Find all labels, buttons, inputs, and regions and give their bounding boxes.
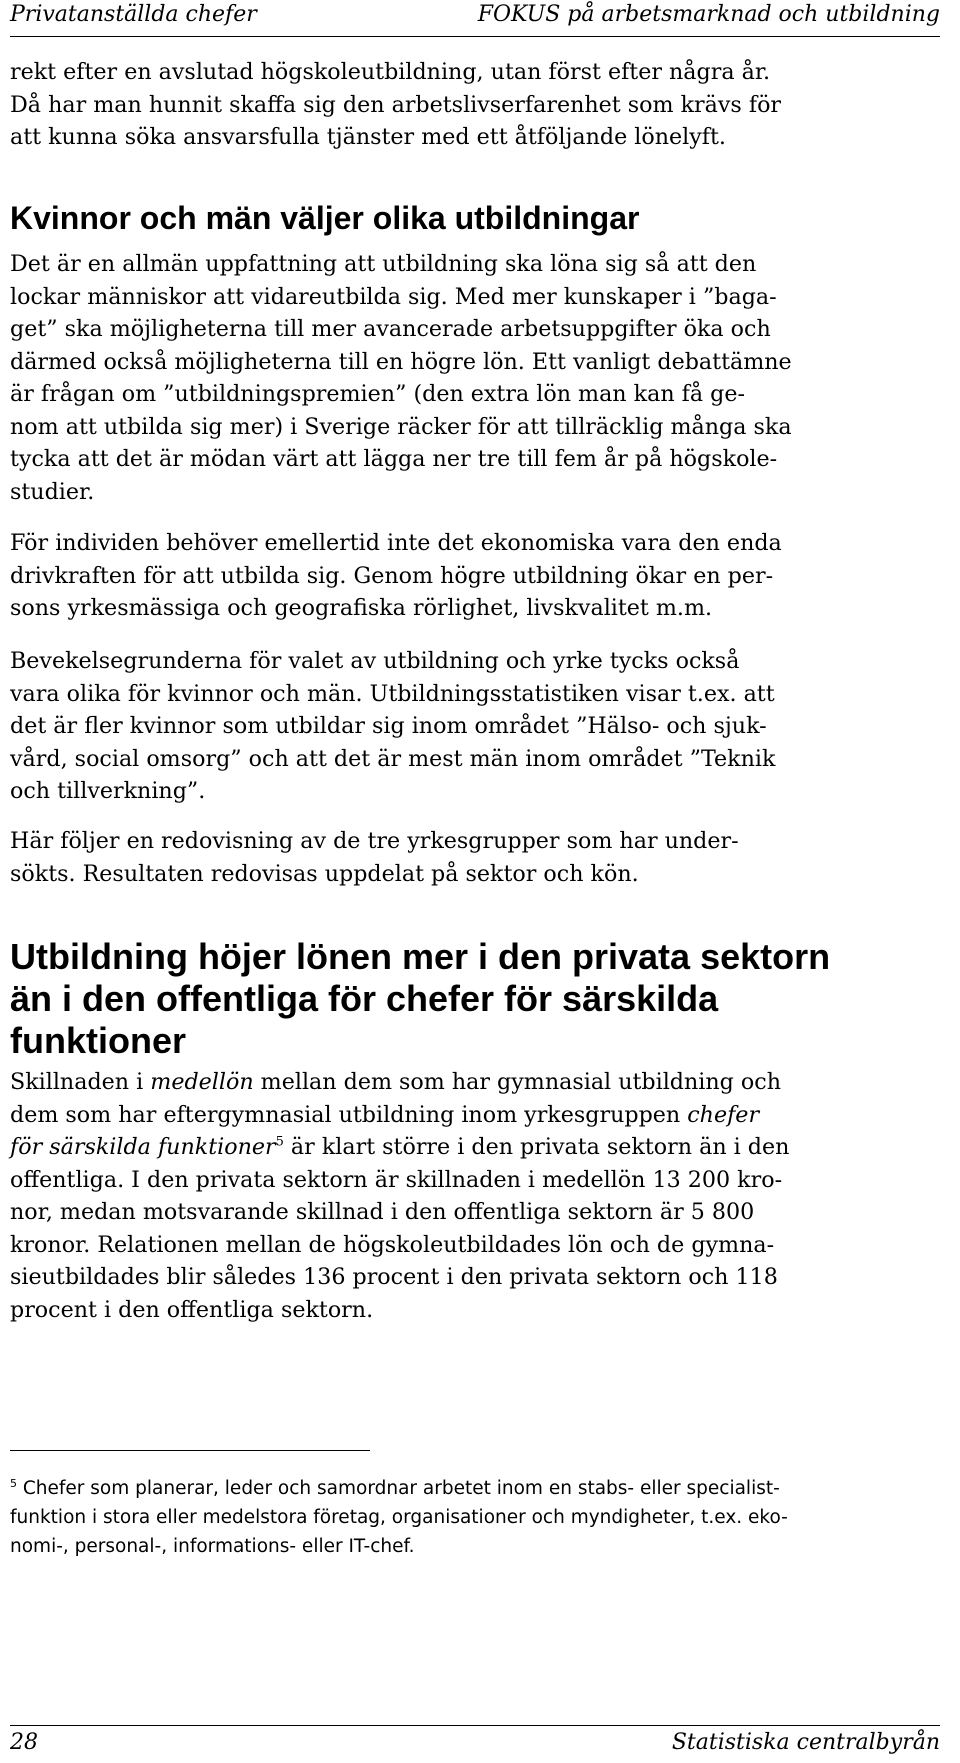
text-line: Bevekelsegrunderna för valet av utbildning och yrke tycks också [10,648,740,674]
text-line: och tillverkning”. [10,778,206,804]
section-heading-special-functions [10,936,940,1062]
paragraph-intro-continued [10,56,940,154]
emphasis-occupation-cont: för särskilda funktioner [10,1134,276,1160]
text-line: lockar människor att vidareutbilda sig. Med mer kunskaper i ”baga- [10,283,777,310]
text-line: get” ska möjligheterna till mer avancerade arbetsuppgifter öka och [10,316,771,342]
text-line: drivkraften för att utbilda sig. Genom högre utbildning ökar en per- [10,562,774,589]
page-number: 28 [10,1730,38,1755]
footnote-text: Chefer som planerar, leder och samordnar arbetet inom en stabs- eller specialist- [22,1478,780,1499]
heading-line: än i den offentliga för chefer för särskilda [10,978,719,1019]
text-line: offentliga. I den privata sektorn är skillnaden i medellön 13 200 kro- [10,1166,783,1193]
text-line: tycka att det är mödan värt att lägga ner tre till fem år på högskole- [10,446,778,472]
publisher-name: Statistiska centralbyrån [671,1730,940,1755]
footnote-line: nomi-, personal-, informations- eller IT-chef. [10,1536,415,1557]
heading-line: funktioner [10,1020,186,1061]
paragraph-gender-differences [10,645,940,808]
text-line: vara olika för kvinnor och män. Utbildningsstatistiken visar t.ex. att [10,680,775,707]
text-run: dem som har eftergymnasial utbildning inom yrkesgruppen [10,1101,688,1128]
text-line: procent i den offentliga sektorn. [10,1296,374,1323]
emphasis-occupation: chefer [687,1101,760,1128]
footnote-divider [10,1450,370,1451]
text-line: Här följer en redovisning av de tre yrkesgrupper som har under- [10,828,739,854]
text-line [10,1131,940,1164]
text-line: nom att utbilda sig mer) i Sverige räcker för att tillräcklig många ska [10,413,792,440]
text-line: Då har man hunnit skaffa sig den arbetslivserfarenhet som krävs för [10,91,782,118]
paragraph-overview [10,825,940,890]
text-line: För individen behöver emellertid inte det ekonomiska vara den enda [10,530,782,556]
text-line: sons yrkesmässiga och geografiska rörlighet, livskvalitet m.m. [10,595,713,621]
text-line: vård, social omsorg” och att det är mest män inom området ”Teknik [10,745,776,772]
paragraph-individual-motivation [10,527,940,625]
text-line: sökts. Resultaten redovisas uppdelat på sektor och kön. [10,860,639,887]
heading-line: Kvinnor och män väljer olika utbildningar [10,200,640,236]
text-line [10,1066,940,1099]
text-line: det är fler kvinnor som utbildar sig inom området ”Hälso- och sjuk- [10,713,767,739]
footnote-marker: 5 [10,1476,17,1490]
running-header [10,0,940,37]
emphasis-medellon: medellön [150,1069,254,1095]
text-line [10,1099,940,1132]
text-line: sieutbildades blir således 136 procent i den privata sektorn och 118 [10,1264,778,1290]
text-line: Det är en allmän uppfattning att utbildning ska löna sig så att den [10,251,757,277]
header-section-title: Privatanställda chefer [10,2,257,27]
text-line: kronor. Relationen mellan de högskoleutbildades lön och de gymna- [10,1231,775,1258]
paragraph-education-pays [10,248,940,508]
text-run: mellan dem som har gymnasial utbildning och [253,1069,782,1095]
footnote [10,1474,940,1561]
running-footer [10,1725,940,1756]
text-line: är frågan om ”utbildningspremien” (den extra lön man kan få ge- [10,381,745,407]
footnote-line: funktion i stora eller medelstora företag, organisationer och myndigheter, t.ex. eko- [10,1507,788,1528]
paragraph-salary-difference [10,1066,940,1326]
text-run: är klart större i den privata sektorn än i den [283,1134,790,1160]
text-line: att kunna söka ansvarsfulla tjänster med ett åtföljande lönelyft. [10,124,726,150]
text-line: studier. [10,478,95,505]
text-line: rekt efter en avslutad högskoleutbildning, utan först efter några år. [10,59,771,85]
text-line: därmed också möjligheterna till en högre lön. Ett vanligt debattämne [10,348,792,375]
footnote-line [10,1474,940,1503]
heading-line: Utbildning höjer lönen mer i den privata sektorn [10,936,831,977]
section-heading-gender-education [10,198,940,238]
text-line: nor, medan motsvarande skillnad i den offentliga sektorn är 5 800 [10,1199,755,1225]
header-publication-title: FOKUS på arbetsmarknad och utbildning [477,2,940,27]
text-run: Skillnaden i [10,1069,151,1095]
footnote-reference[interactable]: 5 [275,1134,284,1150]
